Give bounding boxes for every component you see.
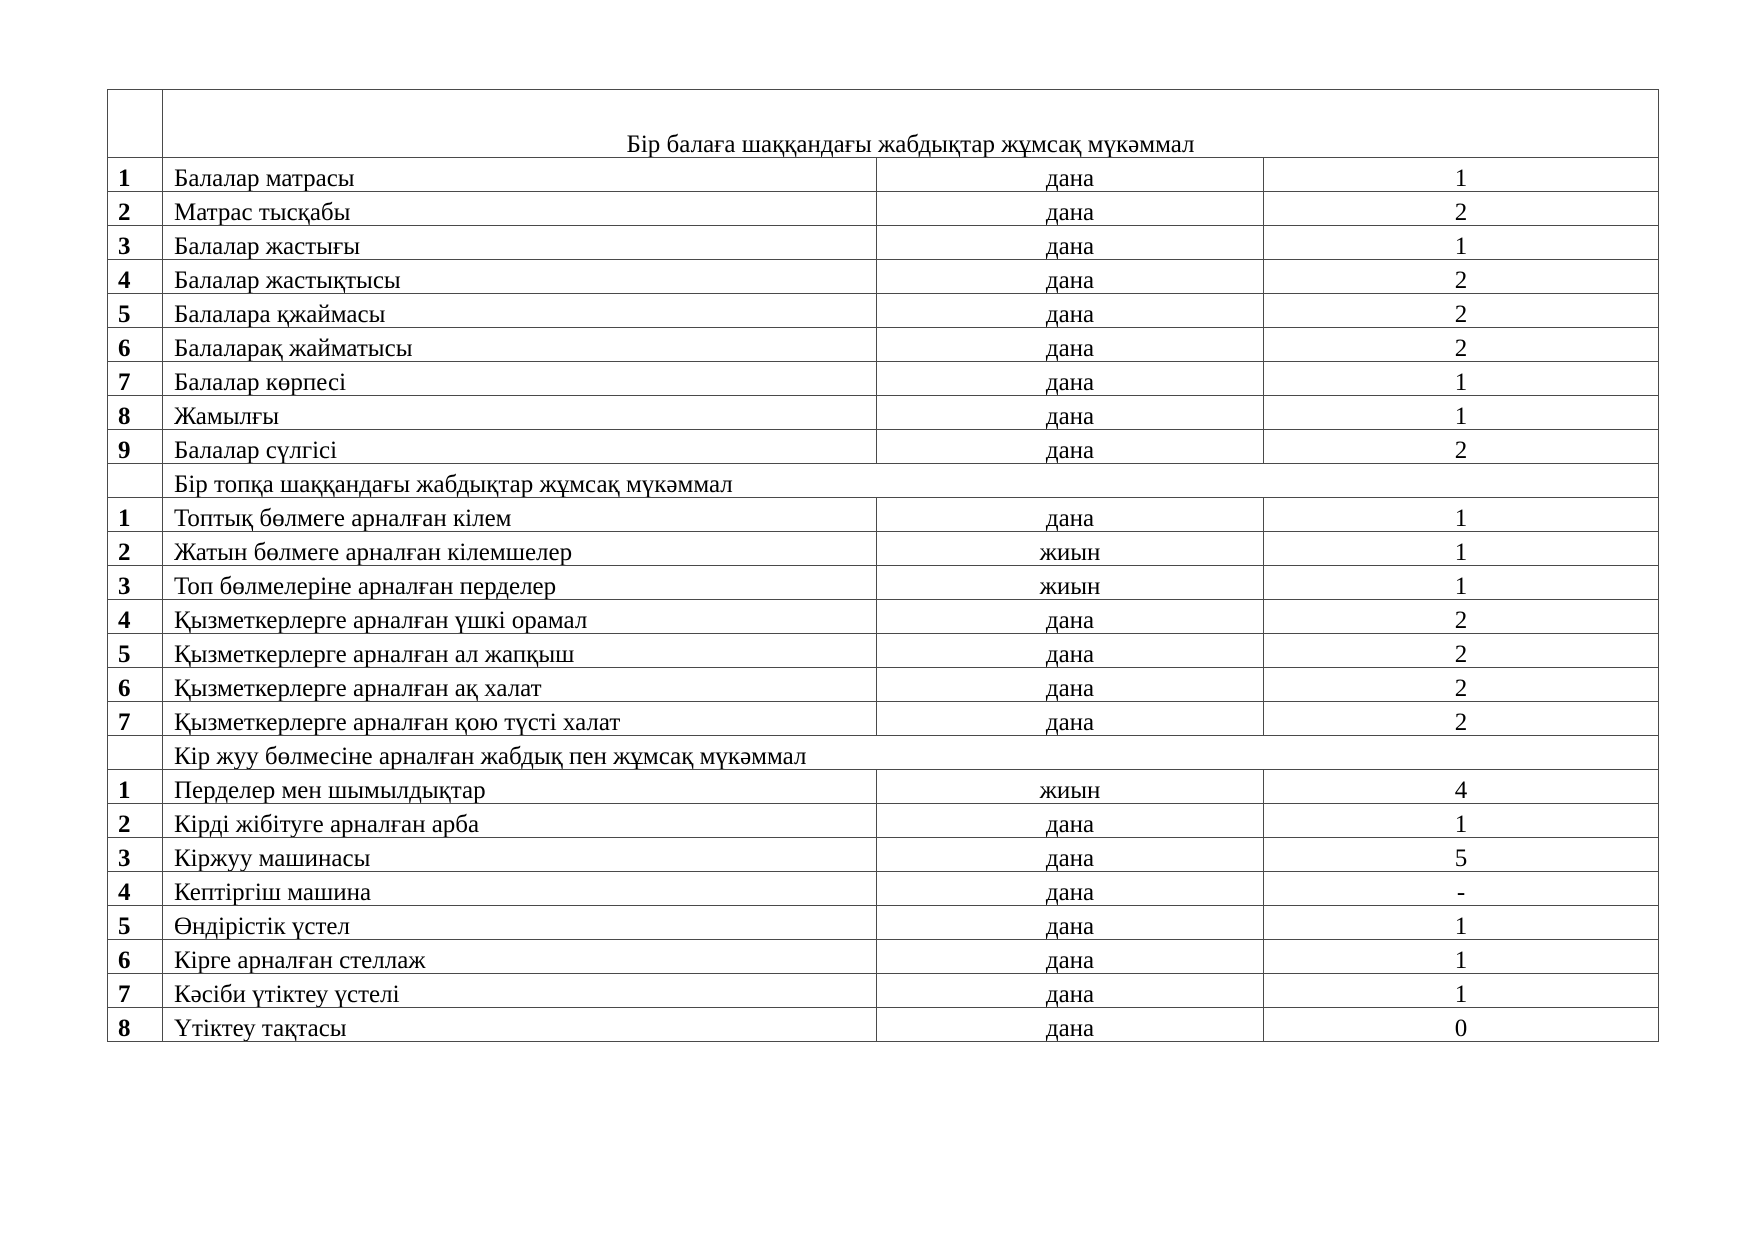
table-row [108, 566, 1659, 600]
item-name: Балалар жастығы [163, 226, 877, 260]
row-number: 7 [108, 702, 163, 736]
item-unit: дана [877, 838, 1264, 872]
item-unit: дана [877, 362, 1264, 396]
item-name: Кіржуу машинасы [163, 838, 877, 872]
item-qty: 2 [1264, 192, 1659, 226]
item-unit: дана [877, 396, 1264, 430]
table-row [108, 158, 1659, 192]
row-number: 6 [108, 668, 163, 702]
item-qty: 4 [1264, 770, 1659, 804]
item-unit: дана [877, 634, 1264, 668]
section-heading-num-cell [108, 464, 163, 498]
table-row [108, 226, 1659, 260]
item-qty: 1 [1264, 974, 1659, 1008]
table-row [108, 668, 1659, 702]
item-name: Үтіктеу тақтасы [163, 1008, 877, 1042]
table-row [108, 396, 1659, 430]
item-qty: 2 [1264, 600, 1659, 634]
item-unit: дана [877, 702, 1264, 736]
table-row [108, 634, 1659, 668]
item-name: Кептіргіш машина [163, 872, 877, 906]
item-qty: 5 [1264, 838, 1659, 872]
item-unit: дана [877, 158, 1264, 192]
row-number: 3 [108, 838, 163, 872]
row-number: 9 [108, 430, 163, 464]
row-number: 6 [108, 940, 163, 974]
table-row [108, 294, 1659, 328]
row-number: 4 [108, 260, 163, 294]
table-row [108, 702, 1659, 736]
item-name: Қызметкерлерге арналған үшкі орамал [163, 600, 877, 634]
item-name: Кірді жібітуге арналған арба [163, 804, 877, 838]
item-unit: жиын [877, 566, 1264, 600]
row-number: 2 [108, 532, 163, 566]
item-qty: 1 [1264, 498, 1659, 532]
item-unit: дана [877, 226, 1264, 260]
item-qty: 2 [1264, 260, 1659, 294]
table-row [108, 872, 1659, 906]
item-unit: дана [877, 1008, 1264, 1042]
table-row [108, 600, 1659, 634]
row-number: 1 [108, 498, 163, 532]
item-unit: дана [877, 872, 1264, 906]
item-unit: дана [877, 192, 1264, 226]
item-unit: дана [877, 974, 1264, 1008]
item-name: Перделер мен шымылдықтар [163, 770, 877, 804]
item-name: Кәсіби үтіктеу үстелі [163, 974, 877, 1008]
section-heading-num-cell [108, 736, 163, 770]
item-unit: дана [877, 260, 1264, 294]
item-qty: 1 [1264, 226, 1659, 260]
item-unit: дана [877, 940, 1264, 974]
row-number: 1 [108, 770, 163, 804]
table-row [108, 940, 1659, 974]
row-number: 5 [108, 294, 163, 328]
row-number: 7 [108, 362, 163, 396]
table-row [108, 838, 1659, 872]
item-qty: 2 [1264, 294, 1659, 328]
table-title: Бір балаға шаққандағы жабдықтар жұмсақ мүкәммал [163, 90, 1659, 158]
item-name: Қызметкерлерге арналған ақ халат [163, 668, 877, 702]
equipment-table [107, 89, 1659, 1042]
item-qty: - [1264, 872, 1659, 906]
item-name: Матрас тысқабы [163, 192, 877, 226]
item-unit: дана [877, 906, 1264, 940]
table-row [108, 974, 1659, 1008]
table-row [108, 260, 1659, 294]
item-qty: 2 [1264, 668, 1659, 702]
table-row [108, 770, 1659, 804]
row-number: 8 [108, 396, 163, 430]
table-row [108, 532, 1659, 566]
item-name: Қызметкерлерге арналған қою түсті халат [163, 702, 877, 736]
section-heading-row [108, 736, 1659, 770]
row-number: 3 [108, 226, 163, 260]
section-heading: Кір жуу бөлмесіне арналған жабдық пен жұмсақ мүкәммал [163, 736, 1659, 770]
item-unit: жиын [877, 532, 1264, 566]
table-row [108, 906, 1659, 940]
table-row [108, 430, 1659, 464]
section-heading: Бір топқа шаққандағы жабдықтар жұмсақ мүкәммал [163, 464, 1659, 498]
item-qty: 2 [1264, 702, 1659, 736]
item-name: Балалар жастықтысы [163, 260, 877, 294]
item-name: Кірге арналған стеллаж [163, 940, 877, 974]
item-qty: 1 [1264, 804, 1659, 838]
row-number: 6 [108, 328, 163, 362]
row-number: 5 [108, 906, 163, 940]
item-name: Балалар матрасы [163, 158, 877, 192]
item-qty: 2 [1264, 328, 1659, 362]
item-unit: дана [877, 668, 1264, 702]
table-title-row [108, 90, 1659, 158]
item-name: Балалар сүлгісі [163, 430, 877, 464]
row-number: 2 [108, 804, 163, 838]
table-row [108, 1008, 1659, 1042]
item-qty: 1 [1264, 906, 1659, 940]
item-name: Өндірістік үстел [163, 906, 877, 940]
row-number: 1 [108, 158, 163, 192]
table-row [108, 362, 1659, 396]
item-name: Балалара қжаймасы [163, 294, 877, 328]
item-name: Топтық бөлмеге арналған кілем [163, 498, 877, 532]
item-qty: 0 [1264, 1008, 1659, 1042]
item-qty: 1 [1264, 396, 1659, 430]
row-number: 5 [108, 634, 163, 668]
item-unit: жиын [877, 770, 1264, 804]
row-number: 7 [108, 974, 163, 1008]
item-unit: дана [877, 328, 1264, 362]
row-number: 3 [108, 566, 163, 600]
item-unit: дана [877, 294, 1264, 328]
item-unit: дана [877, 600, 1264, 634]
table-row [108, 192, 1659, 226]
table-row [108, 498, 1659, 532]
item-name: Жамылғы [163, 396, 877, 430]
row-number: 4 [108, 600, 163, 634]
item-qty: 1 [1264, 362, 1659, 396]
item-name: Қызметкерлерге арналған ал жапқыш [163, 634, 877, 668]
row-number: 8 [108, 1008, 163, 1042]
table-row [108, 328, 1659, 362]
section-heading-row [108, 464, 1659, 498]
title-num-cell [108, 90, 163, 158]
item-qty: 1 [1264, 940, 1659, 974]
item-qty: 1 [1264, 566, 1659, 600]
item-qty: 1 [1264, 158, 1659, 192]
item-name: Топ бөлмелеріне арналған перделер [163, 566, 877, 600]
item-qty: 2 [1264, 430, 1659, 464]
item-unit: дана [877, 498, 1264, 532]
row-number: 4 [108, 872, 163, 906]
item-qty: 2 [1264, 634, 1659, 668]
item-unit: дана [877, 430, 1264, 464]
item-name: Балалар көрпесі [163, 362, 877, 396]
item-unit: дана [877, 804, 1264, 838]
row-number: 2 [108, 192, 163, 226]
item-qty: 1 [1264, 532, 1659, 566]
table-row [108, 804, 1659, 838]
item-name: Балаларақ жайматысы [163, 328, 877, 362]
item-name: Жатын бөлмеге арналған кілемшелер [163, 532, 877, 566]
